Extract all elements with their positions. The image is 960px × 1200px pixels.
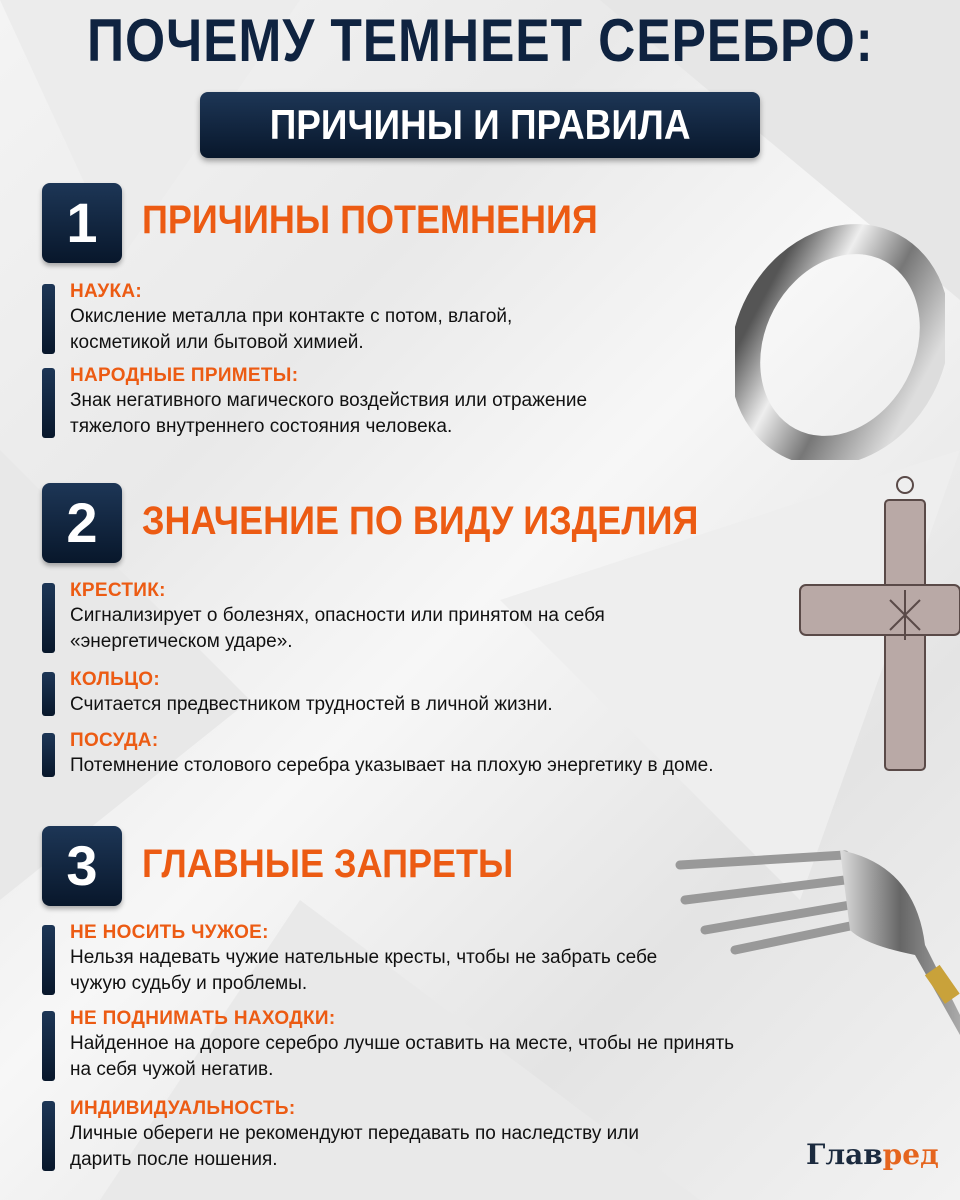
item-label: НЕ НОСИТЬ ЧУЖОЕ: bbox=[70, 922, 269, 943]
section-1-heading: ПРИЧИНЫ ПОТЕМНЕНИЯ bbox=[142, 198, 598, 242]
item-text: Потемнение столового серебра указывает на плохую энергетику в доме. bbox=[70, 755, 714, 776]
item-label: ИНДИВИДУАЛЬНОСТЬ: bbox=[70, 1098, 296, 1119]
silver-cross-image bbox=[795, 470, 960, 780]
section-3-number: 3 bbox=[42, 826, 122, 906]
item-text: дарить после ношения. bbox=[70, 1149, 278, 1170]
silver-fork-image bbox=[675, 825, 960, 1035]
item-text: Знак негативного магического воздействия или отражение bbox=[70, 390, 588, 411]
item-bar bbox=[42, 1101, 55, 1171]
item-text: на себя чужой негатив. bbox=[70, 1059, 274, 1080]
item-text: Нельзя надевать чужие нательные кресты, чтобы не забрать себе bbox=[70, 947, 658, 968]
item-text: Найденное на дороге серебро лучше оставить на месте, чтобы не принять bbox=[70, 1033, 735, 1054]
list-item bbox=[42, 729, 922, 779]
list-item bbox=[42, 668, 842, 718]
list-item bbox=[42, 1097, 842, 1173]
subtitle-badge: ПРИЧИНЫ И ПРАВИЛА bbox=[200, 92, 760, 158]
item-text: Считается предвестником трудностей в личной жизни. bbox=[70, 694, 553, 715]
item-text: Сигнализирует о болезнях, опасности или принятом на себя bbox=[70, 605, 605, 626]
item-text: «энергетическом ударе». bbox=[70, 631, 293, 652]
item-label: НЕ ПОДНИМАТЬ НАХОДКИ: bbox=[70, 1008, 336, 1029]
item-label: ПОСУДА: bbox=[70, 730, 159, 751]
silver-ring-image bbox=[735, 220, 945, 460]
list-item bbox=[42, 280, 842, 356]
item-bar bbox=[42, 583, 55, 653]
item-text: Личные обереги не рекомендуют передавать по наследству или bbox=[70, 1123, 639, 1144]
item-text: косметикой или бытовой химией. bbox=[70, 332, 364, 353]
item-bar bbox=[42, 1011, 55, 1081]
item-bar bbox=[42, 672, 55, 716]
item-label: НАУКА: bbox=[70, 281, 142, 302]
item-bar bbox=[42, 284, 55, 354]
section-2-heading: ЗНАЧЕНИЕ ПО ВИДУ ИЗДЕЛИЯ bbox=[142, 499, 699, 543]
item-bar bbox=[42, 733, 55, 777]
list-item bbox=[42, 364, 842, 440]
section-1-number: 1 bbox=[42, 183, 122, 263]
item-text: тяжелого внутреннего состояния человека. bbox=[70, 416, 453, 437]
section-3-heading: ГЛАВНЫЕ ЗАПРЕТЫ bbox=[142, 842, 514, 886]
item-text: Окисление металла при контакте с потом, влагой, bbox=[70, 306, 513, 327]
page-title: ПОЧЕМУ ТЕМНЕЕТ СЕРЕБРО: bbox=[86, 7, 874, 74]
item-label: КОЛЬЦО: bbox=[70, 669, 160, 690]
item-text: чужую судьбу и проблемы. bbox=[70, 973, 308, 994]
item-bar bbox=[42, 368, 55, 438]
section-2-number: 2 bbox=[42, 483, 122, 563]
glavred-logo: Главред bbox=[806, 1138, 939, 1171]
item-bar bbox=[42, 925, 55, 995]
list-item bbox=[42, 579, 842, 655]
item-label: НАРОДНЫЕ ПРИМЕТЫ: bbox=[70, 365, 299, 386]
item-label: КРЕСТИК: bbox=[70, 580, 166, 601]
